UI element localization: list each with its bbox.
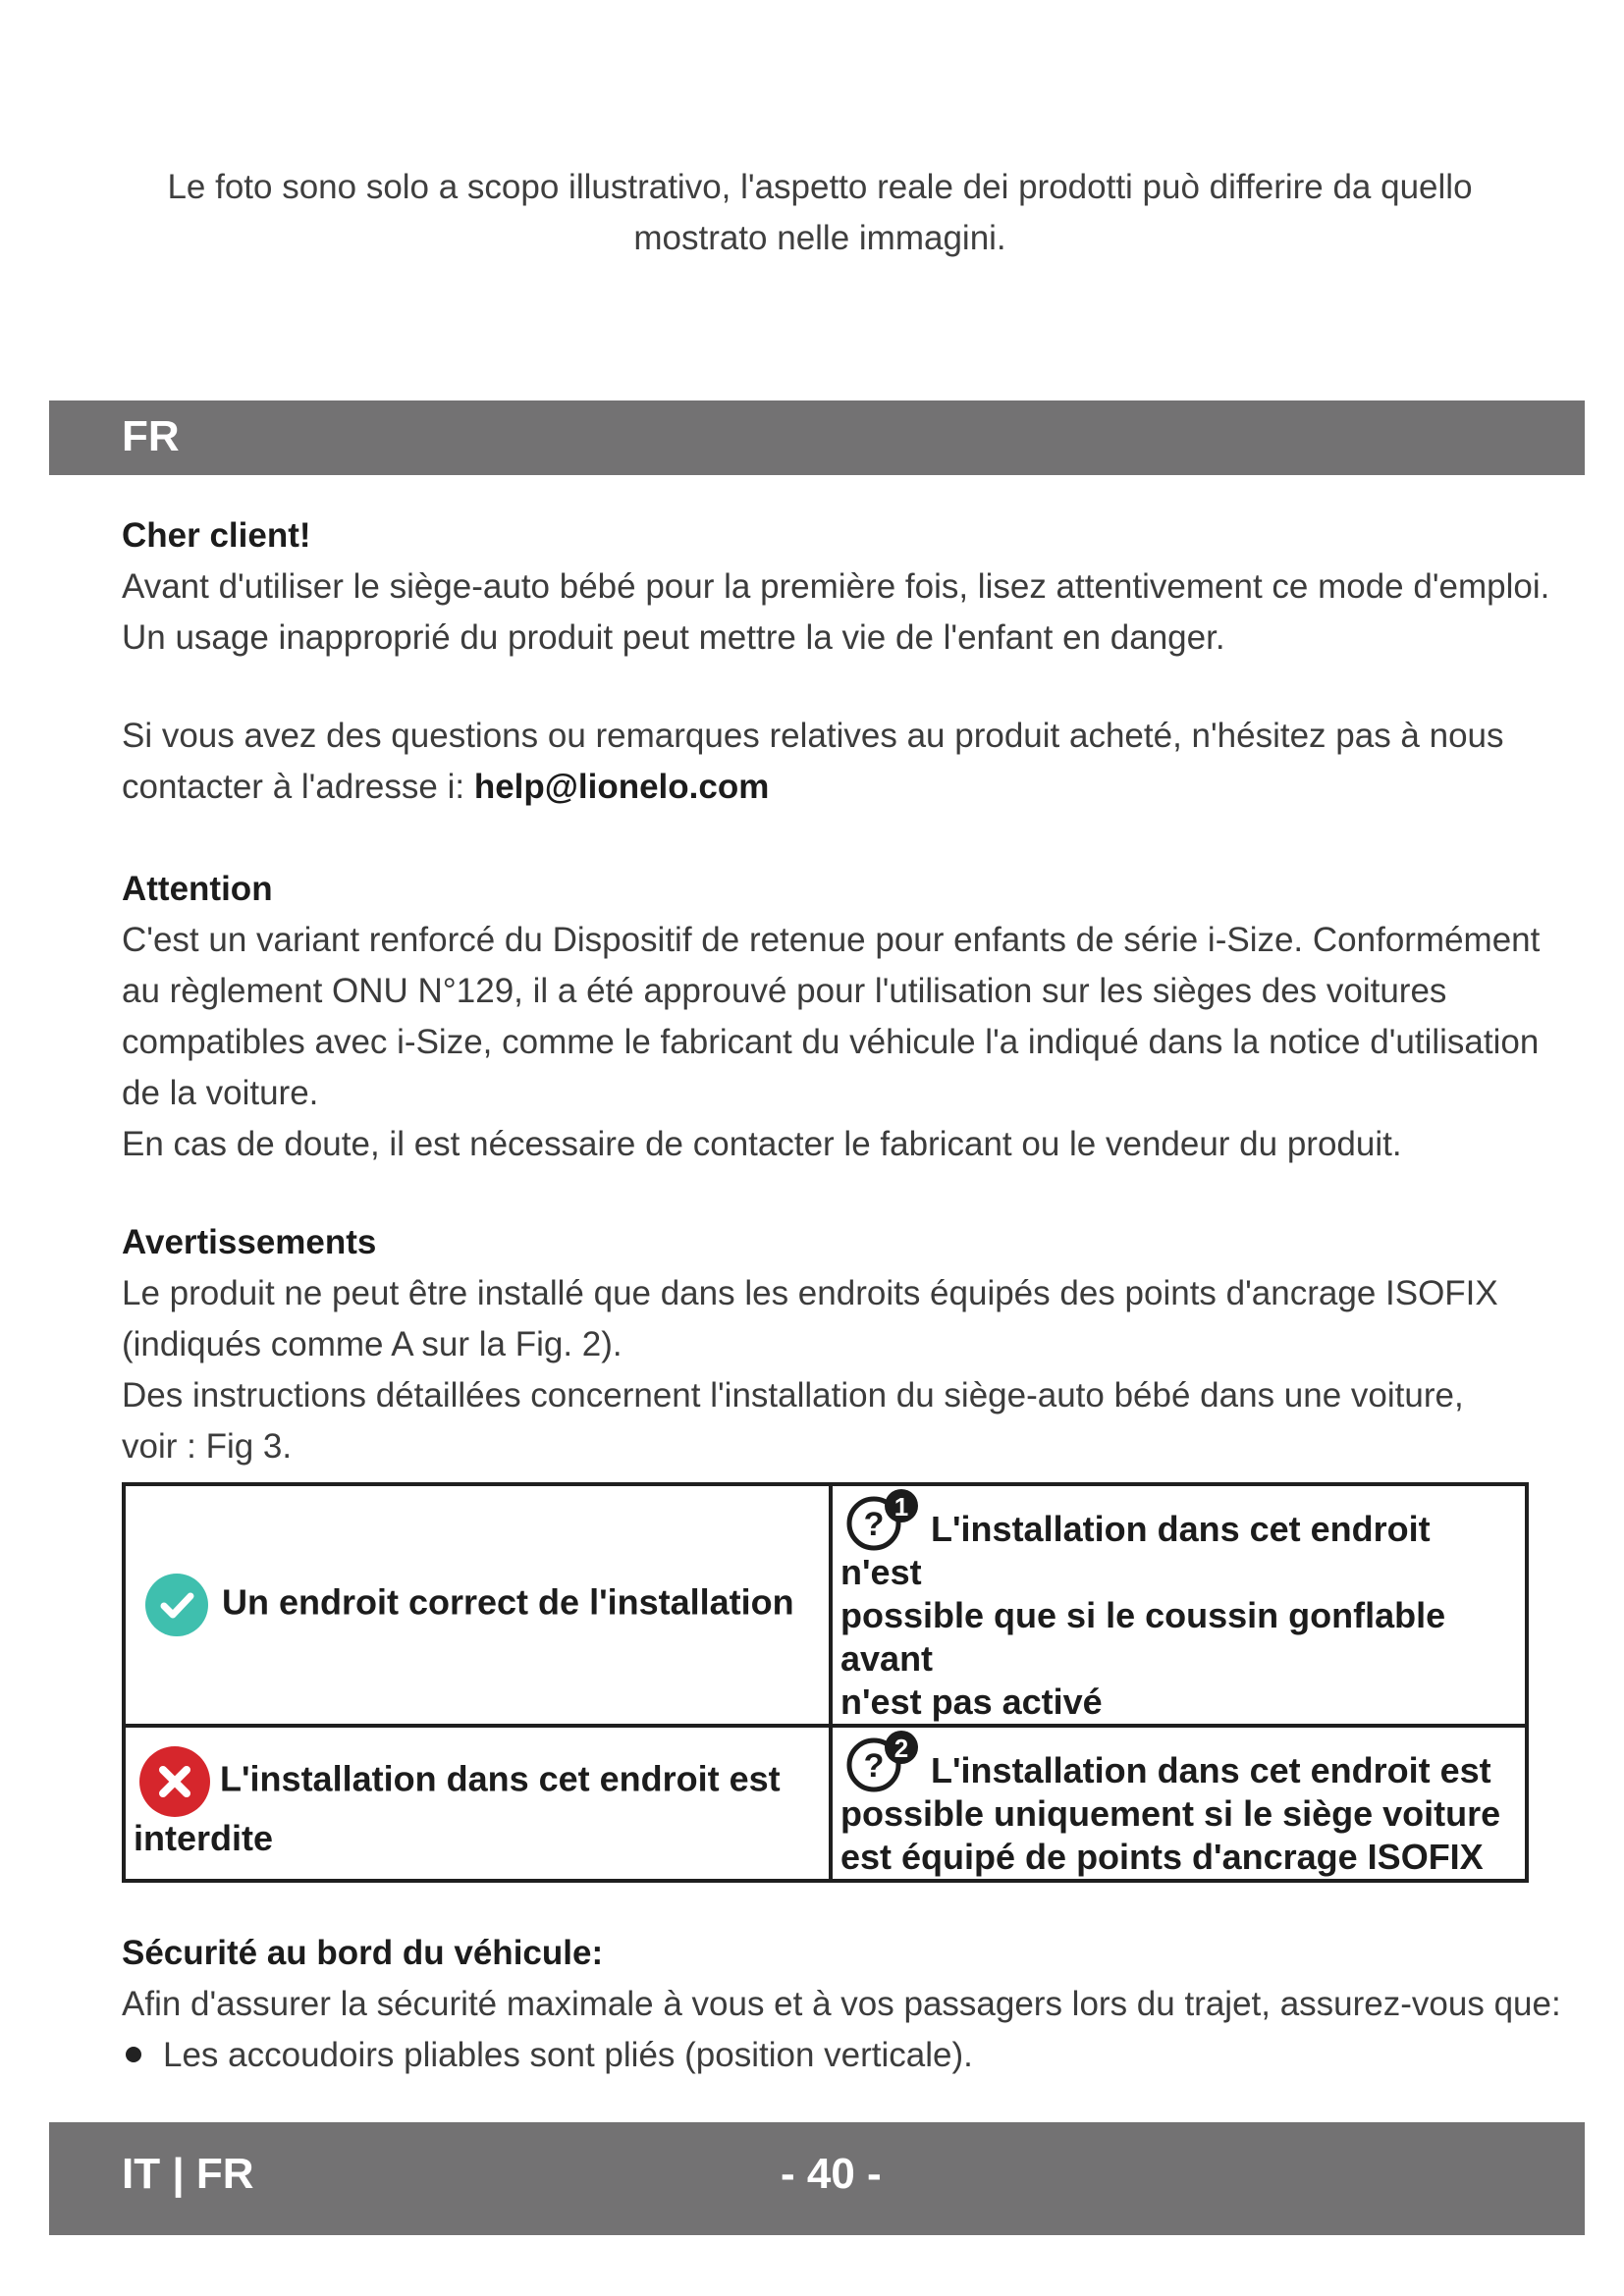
- section-code: FR: [122, 412, 180, 460]
- svg-text:?: ?: [863, 1747, 885, 1785]
- greeting-block: [122, 510, 1565, 664]
- warnings-line-1: Le produit ne peut être installé que dans les endroits équipés des points d'ancrage ISOFIX: [122, 1274, 1498, 1312]
- warnings-line-3: Des instructions détaillées concernent l'installation du siège-auto bébé dans une voiture,: [122, 1376, 1464, 1415]
- legend-forbidden-part1: L'installation dans cet endroit est: [220, 1758, 781, 1799]
- legend-cell-correct: [124, 1484, 831, 1726]
- greeting-line-2: Un usage inapproprié du produit peut mettre la vie de l'enfant en danger.: [122, 618, 1225, 657]
- legend-cond2-part3: est équipé de points d'ancrage ISOFIX: [840, 1837, 1484, 1877]
- warnings-title: Avertissements: [122, 1223, 377, 1261]
- contact-line-2: [122, 762, 1565, 813]
- legend-row: [124, 1726, 1527, 1881]
- attention-line-3: compatibles avec i-Size, comme le fabricant du véhicule l'a indiqué dans la notice d'utilisation: [122, 1023, 1540, 1061]
- bullet-dot-icon: [126, 2047, 141, 2062]
- legend-cell-condition-2: [831, 1726, 1527, 1881]
- legend-cond2-part1: L'installation dans cet endroit est: [931, 1750, 1491, 1790]
- footer-bar: [49, 2122, 1585, 2235]
- legend-forbidden-part2: interdite: [134, 1818, 274, 1858]
- legend-correct-label: Un endroit correct de l'installation: [222, 1581, 794, 1623]
- badge-2-number: 2: [893, 1734, 909, 1763]
- safety-bullet-item: [122, 2030, 1565, 2081]
- page-number: - 40 -: [781, 2150, 882, 2198]
- question-badge-1-icon: [840, 1486, 925, 1551]
- greeting-title: Cher client!: [122, 516, 311, 555]
- attention-block: [122, 864, 1565, 1170]
- attention-line-4: de la voiture.: [122, 1074, 319, 1112]
- contact-email[interactable]: help@lionelo.com: [473, 768, 770, 806]
- intro-note: Le foto sono solo a scopo illustrativo, l'aspetto reale dei prodotti può differire da quello mostrato nelle immagini.: [167, 168, 1473, 257]
- warnings-block: [122, 1217, 1565, 1472]
- attention-line-1: C'est un variant renforcé du Dispositif de retenue pour enfants de série i-Size. Conformément: [122, 921, 1541, 959]
- attention-line-2: au règlement ONU N°129, il a été approuvé pour l'utilisation sur les sièges des voitures: [122, 972, 1447, 1010]
- svg-text:?: ?: [863, 1506, 885, 1543]
- footer-languages: IT | FR: [122, 2150, 254, 2198]
- legend-cond2-part2: possible uniquement si le siège voiture: [840, 1793, 1501, 1834]
- installation-legend-table: [122, 1482, 1529, 1883]
- legend-row: [124, 1484, 1527, 1726]
- contact-line-1: Si vous avez des questions ou remarques relatives au produit acheté, n'hésitez pas à nous: [122, 717, 1504, 755]
- contact-block: [122, 711, 1565, 813]
- warnings-line-2: (indiqués comme A sur la Fig. 2).: [122, 1325, 623, 1363]
- badge-1-number: 1: [893, 1492, 909, 1522]
- legend-cond1-part1: L'installation dans cet endroit n'est: [840, 1509, 1431, 1592]
- legend-cond1-part3: n'est pas activé: [840, 1682, 1103, 1722]
- legend-cell-forbidden: [124, 1726, 831, 1881]
- safety-block: [122, 1928, 1565, 2081]
- legend-cell-condition-1: [831, 1484, 1527, 1726]
- attention-title: Attention: [122, 870, 273, 908]
- section-header-bar: [49, 400, 1585, 475]
- safety-bullet-text: Les accoudoirs pliables sont pliés (position verticale).: [163, 2036, 973, 2074]
- legend-cond1-part2: possible que si le coussin gonflable avant: [840, 1595, 1446, 1679]
- warnings-line-4: voir : Fig 3.: [122, 1427, 293, 1466]
- attention-line-5: En cas de doute, il est nécessaire de contacter le fabricant ou le vendeur du produit.: [122, 1125, 1402, 1163]
- question-badge-2-icon: [840, 1728, 925, 1792]
- safety-line-1: Afin d'assurer la sécurité maximale à vous et à vos passagers lors du trajet, assurez-vous que:: [122, 1985, 1561, 2023]
- check-circle-icon: [145, 1574, 208, 1636]
- greeting-line-1: Avant d'utiliser le siège-auto bébé pour la première fois, lisez attentivement ce mode d'emploi.: [122, 567, 1550, 606]
- forbidden-x-icon: [139, 1746, 210, 1817]
- safety-title: Sécurité au bord du véhicule:: [122, 1934, 604, 1972]
- contact-prefix: contacter à l'adresse i:: [122, 768, 474, 806]
